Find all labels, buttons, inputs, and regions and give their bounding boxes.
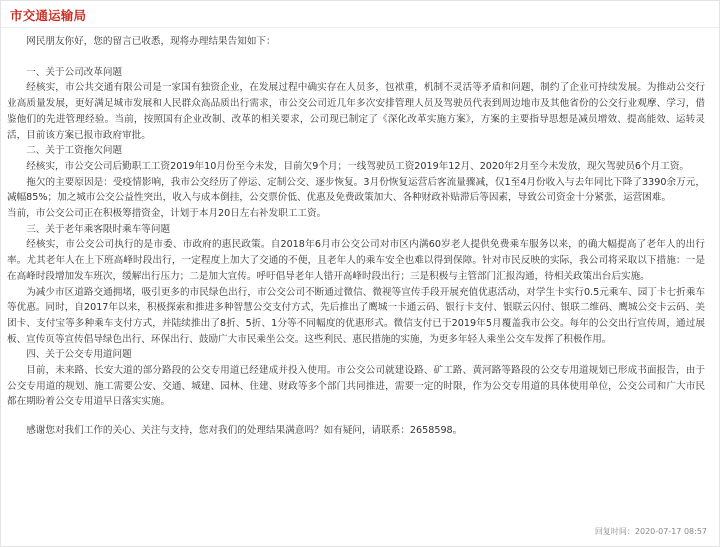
section-paragraph: 经核实，市公共交通有限公司是一家国有独资企业，在发展过程中确实存在人员多，包袱重，机制不灵活等矛盾和问题，制约了企业可持续发展。为推动公交行业高质量发展，更好满足城市发展和人民群众高品质出行需求，市公交公司近几年多次安排管理人员及驾驶员代表到周边地市及其他省份的公交行业观摩、学习，借鉴他们的先进管理经验。当前，按照国有企业改制、改革的相关要求，公司现已制定了《深化改革实施方案》，方案的主要指导思想是减员增效、提高能效、运转灵活，目前该方案已报市政府审批。 xyxy=(7,82,705,141)
section-paragraph: 拖欠的主要原因是：受疫情影响，我市公交经历了停运、定制公交、逐步恢复。3月份恢复运营后客流量骤减，仅1至4月份收入与去年同比下降了3390余万元，减幅85%；加之城市公交公益性突出，收入与成本倒挂，公交票价低、优惠及免费政策加大、各种财政补贴滞后等因素，导致公司资金十分紧张，运营困难。 xyxy=(7,176,705,204)
section-paragraph: 目前，未来路、长安大道的部分路段的公交专用道已经建成并投入使用。市公交公司就建设路、矿工路、黄河路等路段的公交专用道规划已形成书面报告，由于公交专用道的规划、施工需要公安、交通、城建、园林、住建、财政等多个部门共同推进，需要一定的时限，作为公交专用道的具体使用单位，公交公司和广大市民都在期盼着公交专用道早日落实实施。 xyxy=(7,365,705,408)
closing-text: 感谢您对我们工作的关心、关注与支持，您对我们的处理结果满意吗？如有疑问，请联系：2658598。 xyxy=(26,425,463,437)
section-heading-elderly: 三、关于老年乘客限时乘车等问题 xyxy=(26,223,171,235)
section-paragraph: 当前，市公交公司正在积极筹措资金，计划于本月20日左右补发职工工资。 xyxy=(7,208,327,220)
section-heading-bus-lane: 四、关于公交专用道问题 xyxy=(26,349,132,361)
section-heading-wages: 二、关于工资拖欠问题 xyxy=(26,145,123,157)
greeting-text: 网民朋友你好，您的留言已收悉，现将办理结果告知如下： xyxy=(26,36,276,47)
section-paragraph: 为减少市区道路交通拥堵，吸引更多的市民绿色出行，市公交公司不断通过微信、微视等宣传手段开展充值优惠活动，对学生卡实行0.5元乘车、园丁卡七折乘车等优惠。同时，自2017年以来，积极探索和推进多种智慧公交支付方式，先后推出了鹰城一卡通云码、银行卡支付、银联云闪付、银联二维码、鹰城公交卡云码、美团卡、支付宝等多种乘车支付方式，并陆续推出了8折、5折、1分等不同幅度的优惠形式。微信支付已于2019年5月覆盖我市公交。每年的公交出行宣传周，通过展板、宣传页等宣传倡导绿色出行、环保出行、鼓励广大市民乘坐公交。这些利民、惠民措施的实施，为更多年轻人乘坐公交车发挥了积极作用。 xyxy=(7,286,705,345)
reply-content xyxy=(7,34,705,439)
section-paragraph: 经核实，市公交公司后勤职工工资2019年10月份至今未发，目前欠9个月；一线驾驶员工资2019年12月、2020年2月至今未发放，现欠驾驶员6个月工资。 xyxy=(26,160,690,172)
section-heading-reform: 一、关于公司改革问题 xyxy=(26,66,123,78)
department-title: 市交通运输局 xyxy=(10,8,87,23)
title-bar xyxy=(1,1,719,28)
section-paragraph: 经核实，市公交公司执行的是市委、市政府的惠民政策。自2018年6月市公交公司对市区内满60岁老人提供免费乘车服务以来，的确大幅提高了老年人的出行率。尤其老年人在上下班高峰时段出行，一定程度上加大了交通的不便，且老年人的乘车安全也难以得到保障。针对市民反映的实际，我公司将采取以下措施：一是在高峰时段增加发车班次，缓解出行压力；二是加大宣传。呼吁倡导老年人错开高峰时段出行；三是积极与主管部门汇报沟通，待相关政策出台后实施。 xyxy=(7,239,705,282)
reply-timestamp: 回复时间：2020-07-17 08:57 xyxy=(594,527,707,536)
